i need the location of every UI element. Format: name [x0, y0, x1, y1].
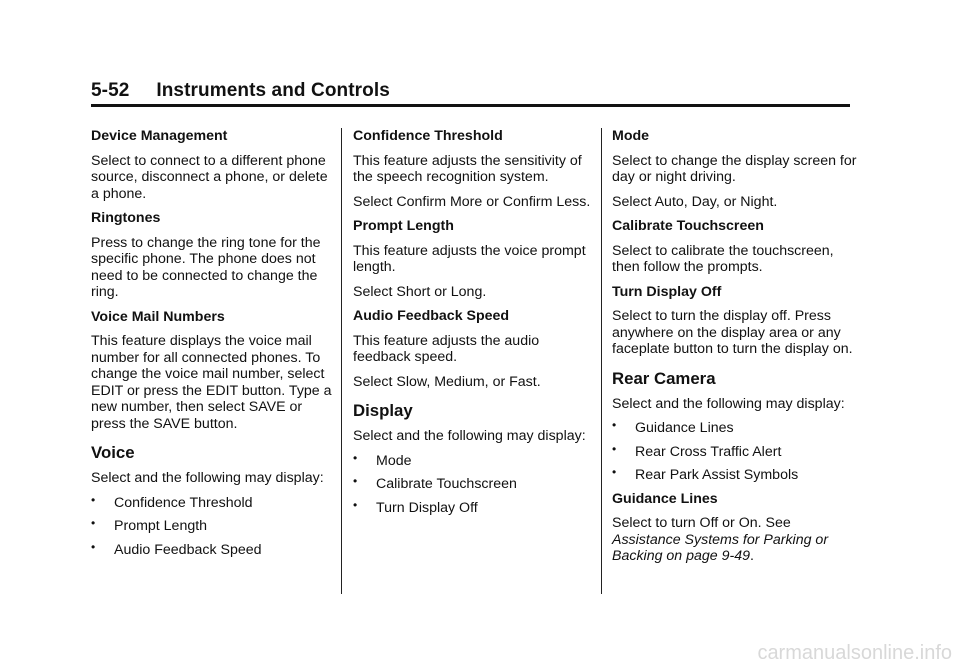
guidance-lines-text-end: . [750, 548, 754, 564]
column-divider [601, 128, 602, 594]
list-item [91, 518, 336, 535]
device-management-heading: Device Management [91, 128, 228, 144]
cross-reference-link[interactable]: Assistance Systems for Parking or Backing on page 9-49 [612, 531, 829, 564]
confidence-threshold-text: This feature adjusts the sensitivity of the speech recognition system. [353, 152, 582, 185]
prompt-length-select: Select Short or Long. [353, 283, 487, 300]
ringtones-text: Press to change the ring tone for the specific phone. The phone does not need to be connected to change the ring. [91, 234, 321, 300]
rear-camera-intro: Select and the following may display: [612, 395, 845, 412]
guidance-lines-text-start: Select to turn Off or On. See [612, 515, 791, 531]
list-item [353, 497, 593, 517]
list-item-label: Mode [376, 452, 412, 469]
mode-text: Select to change the display screen for day or night driving. [612, 152, 857, 185]
list-item [91, 539, 336, 559]
list-item [612, 467, 857, 484]
display-intro: Select and the following may display: [353, 428, 586, 444]
ringtones-heading: Ringtones [91, 210, 161, 226]
display-heading: Display [353, 401, 413, 420]
list-item [353, 476, 593, 493]
guidance-lines-text [612, 515, 857, 565]
voice-mail-text: This feature displays the voice mail number for all connected phones. To change the voice mail number, select EDIT or press the EDIT button. Type a new number, then select SAVE or press the SAVE button. [91, 333, 332, 432]
voice-intro: Select and the following may display: [91, 470, 324, 486]
audio-feedback-heading: Audio Feedback Speed [353, 308, 510, 324]
page-title: 5-52 Instruments and Controls [91, 80, 390, 101]
bullet-icon: • [353, 450, 358, 465]
turn-display-off-text: Select to turn the display off. Press anywhere on the display area or any faceplate button to turn the display on. [612, 308, 853, 357]
bullet-icon: • [353, 497, 358, 512]
confidence-threshold-select: Select Confirm More or Confirm Less. [353, 193, 591, 210]
audio-feedback-text: This feature adjusts the audio feedback speed. [353, 332, 540, 365]
voice-heading: Voice [91, 443, 135, 462]
list-item-label: Confidence Threshold [114, 494, 253, 511]
list-item [353, 450, 593, 470]
list-item [91, 492, 336, 512]
column-divider [341, 128, 342, 594]
list-item-label: Calibrate Touchscreen [376, 476, 517, 492]
column-3 [612, 128, 857, 573]
confidence-threshold-heading: Confidence Threshold [353, 128, 503, 144]
voice-list [91, 492, 336, 559]
turn-display-off-heading: Turn Display Off [612, 283, 722, 300]
mode-select: Select Auto, Day, or Night. [612, 193, 778, 210]
bullet-icon: • [91, 492, 96, 507]
watermark: carmanualsonline.info [757, 642, 952, 664]
list-item [612, 441, 857, 461]
display-list [353, 450, 593, 517]
list-item-label: Rear Park Assist Symbols [635, 467, 799, 483]
calibrate-touchscreen-heading: Calibrate Touchscreen [612, 218, 764, 234]
guidance-lines-heading: Guidance Lines [612, 490, 718, 507]
bullet-icon: • [612, 441, 617, 456]
list-item-label: Turn Display Off [376, 499, 478, 516]
list-item [612, 420, 857, 437]
bullet-icon: • [91, 516, 96, 530]
column-1 [91, 128, 336, 565]
mode-heading: Mode [612, 128, 650, 144]
device-management-text: Select to connect to a different phone source, disconnect a phone, or delete a phone. [91, 152, 328, 202]
list-item-label: Prompt Length [114, 518, 208, 534]
bullet-icon: • [612, 465, 617, 479]
prompt-length-heading: Prompt Length [353, 218, 454, 234]
list-item-label: Rear Cross Traffic Alert [635, 443, 782, 460]
bullet-icon: • [353, 474, 358, 488]
rear-camera-list [612, 420, 857, 484]
column-2 [353, 128, 593, 523]
bullet-icon: • [612, 418, 617, 432]
page-header [91, 80, 850, 107]
rear-camera-heading: Rear Camera [612, 368, 716, 388]
list-item-label: Audio Feedback Speed [114, 541, 262, 558]
audio-feedback-select: Select Slow, Medium, or Fast. [353, 373, 541, 390]
list-item-label: Guidance Lines [635, 420, 734, 436]
prompt-length-text: This feature adjusts the voice prompt length. [353, 242, 586, 275]
bullet-icon: • [91, 539, 96, 554]
calibrate-touchscreen-text: Select to calibrate the touchscreen, then follow the prompts. [612, 242, 834, 275]
voice-mail-heading: Voice Mail Numbers [91, 308, 225, 325]
